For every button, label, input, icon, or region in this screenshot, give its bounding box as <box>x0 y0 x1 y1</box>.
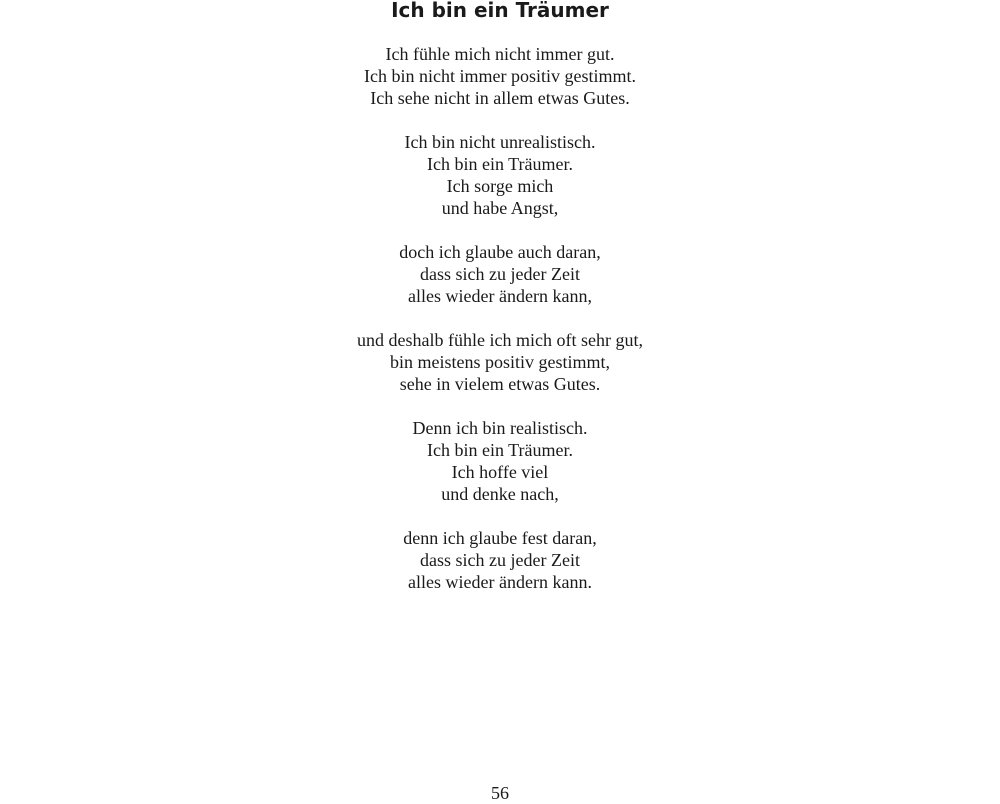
poem-line: dass sich zu jeder Zeit <box>420 264 580 284</box>
poem-line: doch ich glaube auch daran, <box>399 242 601 262</box>
poem-line: alles wieder ändern kann, <box>408 286 592 306</box>
poem-line: Ich hoffe viel <box>451 462 549 482</box>
poem-line: Denn ich bin realistisch. <box>412 418 588 438</box>
poem-line: Ich bin nicht immer positiv gestimmt. <box>364 66 636 86</box>
stanza <box>0 417 1000 505</box>
poem-line: und habe Angst, <box>441 198 559 218</box>
poem-title: Ich bin ein Träumer <box>391 0 609 22</box>
stanza <box>0 241 1000 307</box>
poem-body <box>0 43 1000 615</box>
poem-line: Ich bin ein Träumer. <box>427 154 573 174</box>
poem-line: bin meistens positiv gestimmt, <box>390 352 610 372</box>
poem-line: Ich bin nicht unrealistisch. <box>404 132 596 152</box>
poem-line: und denke nach, <box>441 484 559 504</box>
poem-line: Ich fühle mich nicht immer gut. <box>385 44 615 64</box>
poem-line: und deshalb fühle ich mich oft sehr gut, <box>357 330 643 350</box>
poem-line: Ich bin ein Träumer. <box>427 440 573 460</box>
poem-line: Ich sorge mich <box>446 176 554 196</box>
poem-line: dass sich zu jeder Zeit <box>420 550 580 570</box>
stanza <box>0 131 1000 219</box>
poem-line: alles wieder ändern kann. <box>408 572 592 592</box>
stanza <box>0 329 1000 395</box>
stanza <box>0 527 1000 593</box>
page-number: 56 <box>491 783 509 803</box>
poem-line: Ich sehe nicht in allem etwas Gutes. <box>370 88 630 108</box>
poem-line: denn ich glaube fest daran, <box>403 528 597 548</box>
poem-line: sehe in vielem etwas Gutes. <box>399 374 601 394</box>
stanza <box>0 43 1000 109</box>
